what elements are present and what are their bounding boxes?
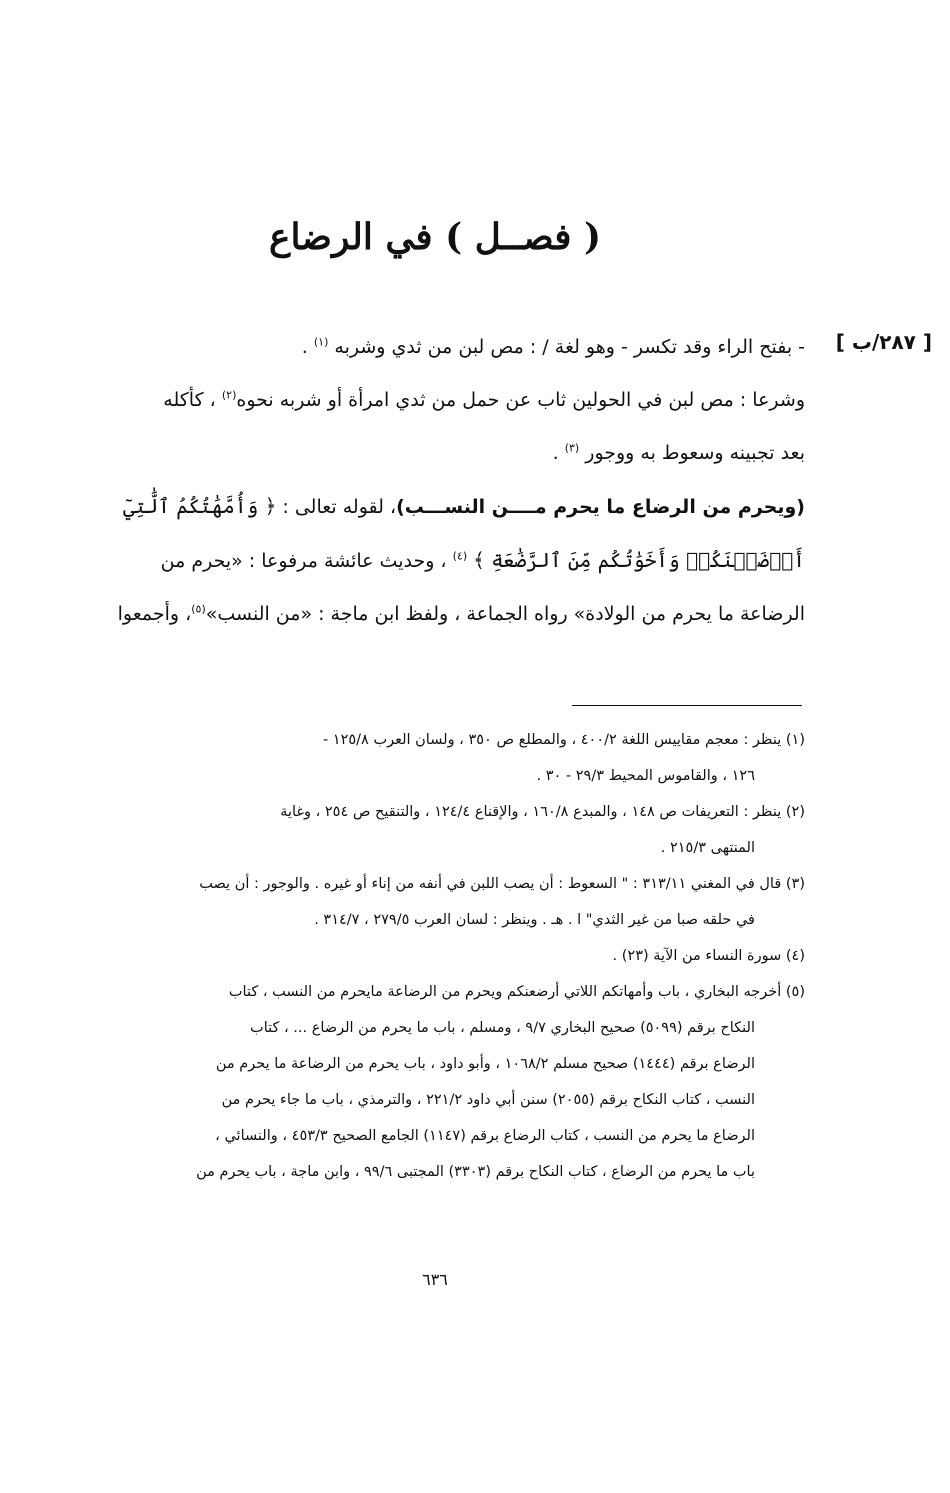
section-title: ( فصــل ) في الرضاع [268, 216, 602, 258]
footnote-separator [572, 705, 802, 706]
body-line: الرضاعة ما يحرم من الولادة» رواه الجماعة ، ولفظ ابن ماجة : «من النسب»$^{(٥)}$، وأجمعوا [117, 602, 805, 625]
body-line: بعد تجبينه وسعوط به ووجور $^{(٣)}$ . [552, 441, 805, 464]
footnote-continuation: الرضاع ما يحرم من النسب ، كتاب الرضاع برقم (١١٤٧) الجامع الصحيح ٤٥٣/٣ ، والنسائي ، [215, 1128, 755, 1144]
footnotes [65, 722, 805, 1190]
footnote-ref: (٢) [221, 388, 237, 402]
footnote: (٥) أخرجه البخاري ، باب وأمهاتكم اللاتي أرضعنكم ويحرم من الرضاعة مايحرم من النسب ، كتاب [228, 984, 805, 1000]
footnote-continuation: المنتهى ٢١٥/٣ . [660, 840, 755, 856]
body-line: وشرعا : مص لبن في الحولين ثاب عن حمل من ثدي امرأة أو شربه نحوه$^{(٢)}$ ، كأكله [163, 388, 805, 411]
body-line: - بفتح الراء وقد تكسر - وهو لغة / : مص لبن من ثدي وشربه $^{(١)}$ . [301, 335, 805, 358]
footnote: (١) ينظر : معجم مقاييس اللغة ٤٠٠/٢ ، والمطلع ص ٣٥٠ ، ولسان العرب ١٢٥/٨ - [322, 732, 805, 748]
footnote-ref: (٤) [452, 549, 468, 563]
main-text [65, 321, 805, 641]
body-line: أَرۡضَعۡنَكُمۡ وَأَخَوَٰتُكُم مِّنَ ٱلرَّضَٰعَةِ ﴾ $^{(٤)}$ ، وحديث عائشة مرفوعا : «يحرم من [160, 548, 805, 572]
footnote-ref: (٥) [191, 602, 206, 616]
footnote: (٢) ينظر : التعريفات ص ١٤٨ ، والمبدع ١٦٠/٨ ، والإقناع ١٢٤/٤ ، والتنقيح ص ٢٥٤ ، وغاية [280, 804, 805, 820]
footnote-ref: (٣) [564, 441, 580, 455]
quran-verse: أَرۡضَعۡنَكُمۡ وَأَخَوَٰتُكُم مِّنَ ٱلرَّضَٰعَةِ ﴾ [473, 548, 805, 572]
folio-marker: [ ٢٨٧/ب ] [835, 330, 932, 354]
footnote: (٣) قال في المغني ٣١٣/١١ : " السعوط : أن يصب اللبن في أنفه من إناء أو غيره . والوجور : أن يصب [199, 876, 805, 892]
footnote-continuation: النكاح برقم (٥٠٩٩) صحيح البخاري ٩/٧ ، ومسلم ، باب ما يحرم من الرضاع ... ، كتاب [250, 1020, 755, 1036]
footnote-continuation: النسب ، كتاب النكاح برقم (٢٠٥٥) سنن أبي داود ٢٢١/٢ ، والترمذي ، باب ما جاء يحرم من [221, 1092, 755, 1108]
footnote-continuation: باب ما يحرم من الرضاع ، كتاب النكاح برقم (٣٣٠٣) المجتبى ٩٩/٦ ، وابن ماجة ، باب يحرم من [196, 1164, 755, 1180]
footnote-continuation: في حلقه صبا من غير الثدي" ا . هـ . وينظر : لسان العرب ٢٧٩/٥ ، ٣١٤/٧ . [314, 912, 755, 928]
body-line: (ويحرم من الرضاع ما يحرم مــــن النســـب)، لقوله تعالى : ﴿ وَأُمَّهَٰتُكُمُ ٱلَّٰتِيٓ [123, 494, 805, 518]
footnote-continuation: ١٢٦ ، والقاموس المحيط ٢٩/٣ - ٣٠ . [536, 768, 755, 784]
quran-verse: ﴿ وَأُمَّهَٰتُكُمُ ٱلَّٰتِيٓ [123, 494, 277, 518]
footnote: (٤) سورة النساء من الآية (٢٣) . [612, 948, 805, 964]
footnote-continuation: الرضاع برقم (١٤٤٤) صحيح مسلم ١٠٦٨/٢ ، وأبو داود ، باب يحرم من الرضاعة ما يحرم من [215, 1056, 755, 1072]
footnote-ref: (١) [313, 335, 329, 349]
matn-text: (ويحرم من الرضاع ما يحرم مــــن النســـب) [396, 496, 805, 518]
page-number: ٦٣٦ [422, 1270, 448, 1289]
